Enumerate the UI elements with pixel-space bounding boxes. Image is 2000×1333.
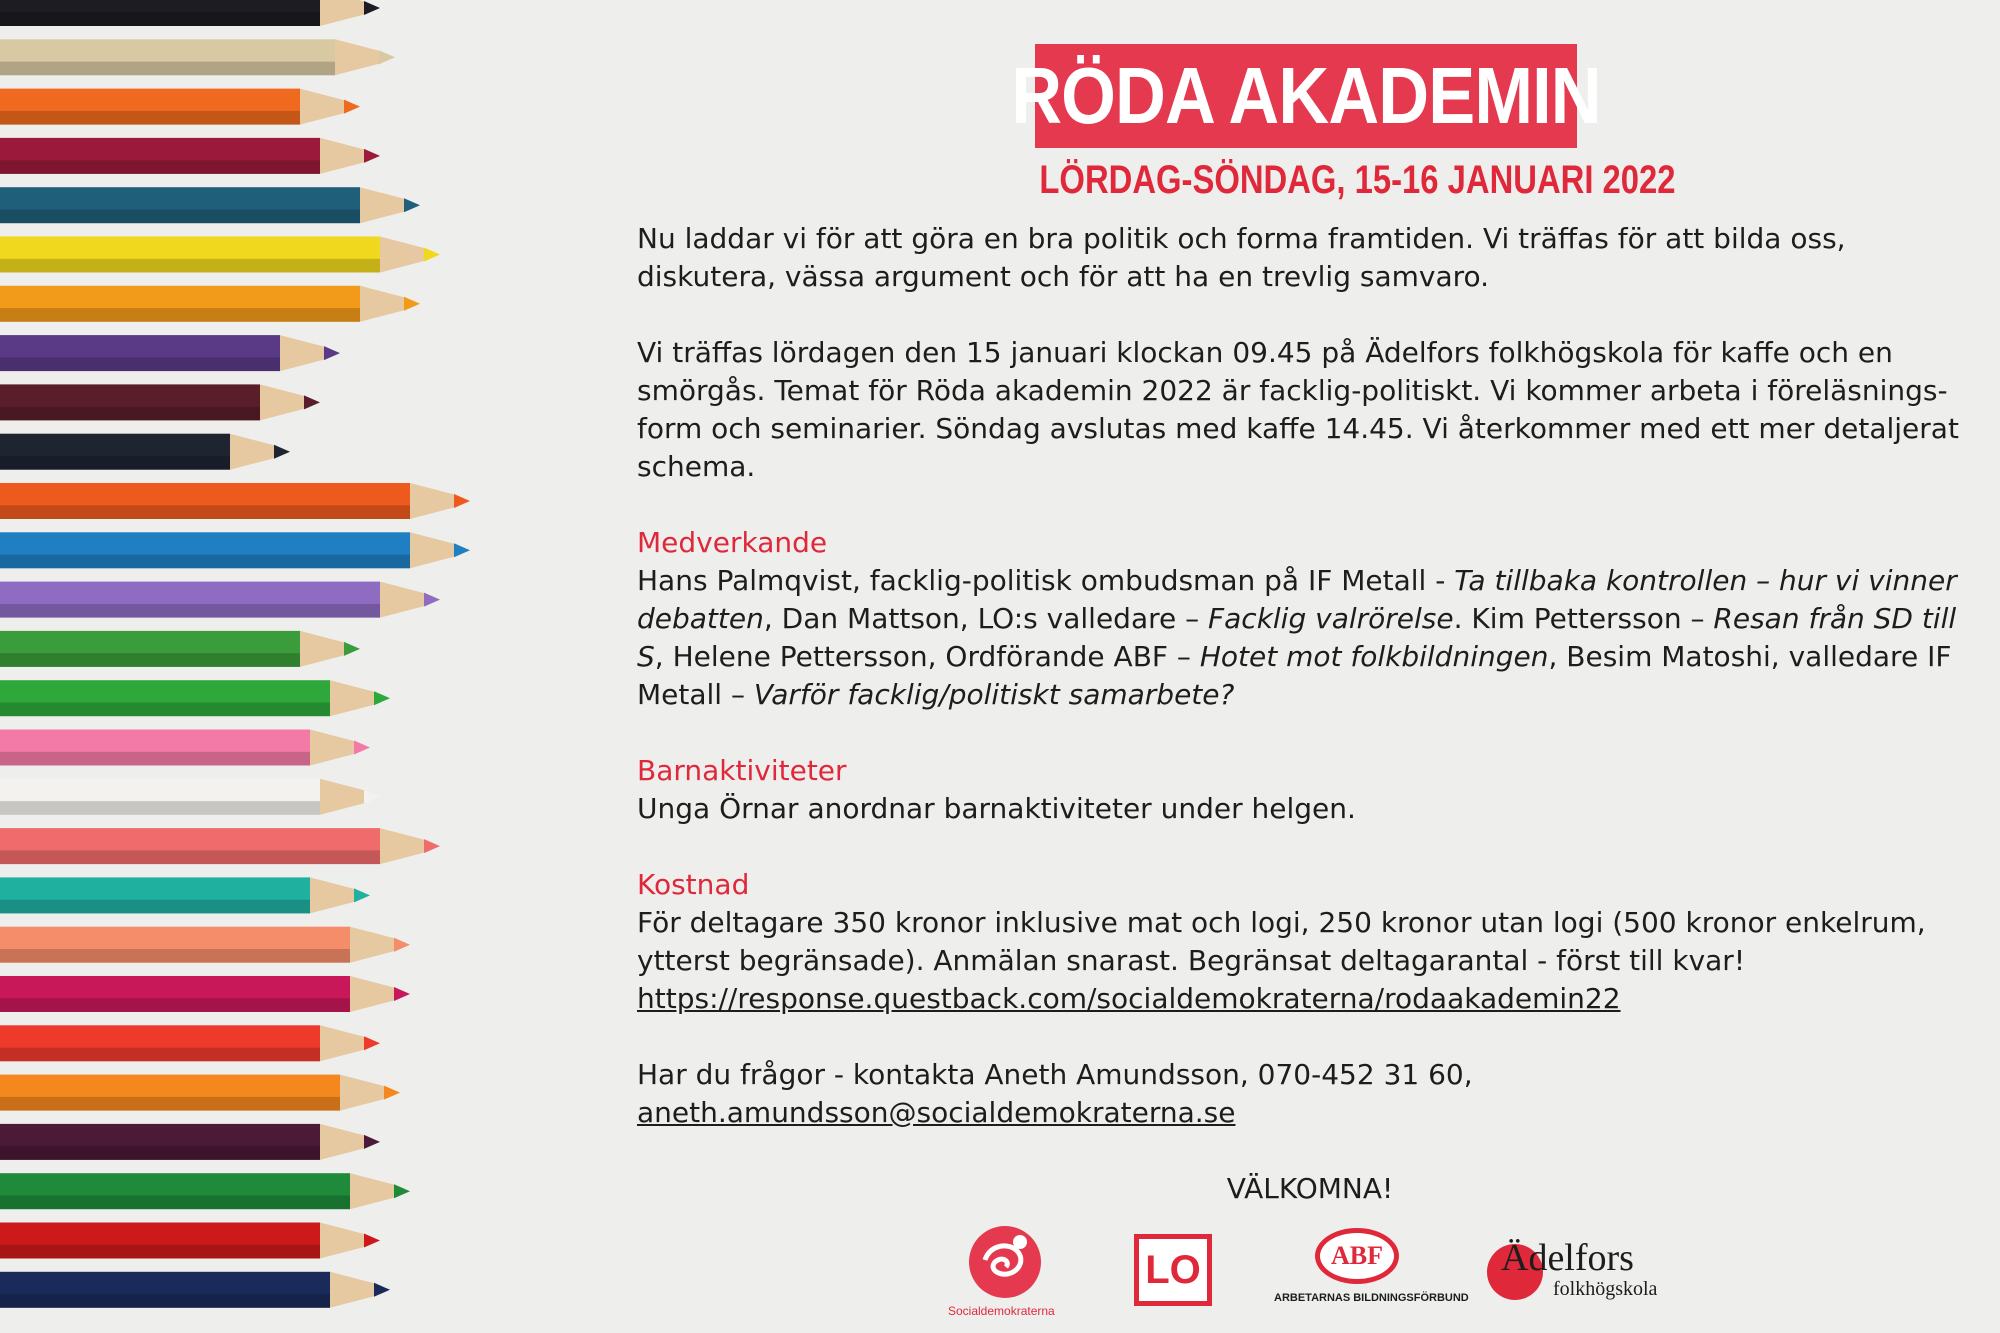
pencil xyxy=(0,730,370,766)
cost-text: För deltagare 350 kronor inklusive mat och logi, 250 kronor utan logi (500 kronor enkelrum, ytterst begränsade). Anmälan snarast. Begränsat deltagarantal - först till kvar! xyxy=(637,906,1926,977)
pencil xyxy=(0,1075,400,1111)
participant-text: Hans Palmqvist, facklig-politisk ombudsman på IF Metall - xyxy=(637,564,1455,597)
participants-section xyxy=(637,524,1977,714)
pencil xyxy=(0,1272,390,1308)
contact-text: Har du frågor - kontakta Aneth Amundsson, 070-452 31 60, xyxy=(637,1058,1473,1091)
pencil xyxy=(0,0,380,26)
adelfors-logo xyxy=(1485,1230,1675,1310)
pencil xyxy=(0,286,420,322)
pencil xyxy=(0,187,420,223)
abf-label: ARBETARNAS BILDNINGSFÖRBUND xyxy=(1274,1292,1469,1304)
socialdemokraterna-label: Socialdemokraterna xyxy=(948,1304,1055,1318)
pencil xyxy=(0,779,380,815)
contact-email-link[interactable]: aneth.amundsson@socialdemokraterna.se xyxy=(637,1096,1236,1129)
adelfors-name: Ädelfors xyxy=(1501,1237,1634,1279)
cost-heading: Kostnad xyxy=(637,868,750,901)
intro-paragraph: Nu laddar vi för att göra en bra politik och forma framtiden. Vi träffas för att bilda oss, diskutera, vässa argument och för att ha en trevlig samvaro. xyxy=(637,222,1846,293)
page-title: RÖDA AKADEMIN xyxy=(1011,51,1601,140)
welcome-text: VÄLKOMNA! xyxy=(1226,1172,1394,1205)
talk-title: Hotet mot folkbildningen xyxy=(1199,640,1549,673)
contact-section xyxy=(637,1056,1977,1132)
lo-logo xyxy=(1134,1234,1212,1306)
participant-text: , Helene Pettersson, Ordförande ABF – xyxy=(654,640,1200,673)
participant-text: , Besim Matoshi, valledare IF Metall – xyxy=(637,640,1952,711)
rose-icon xyxy=(940,1222,1070,1302)
pencil xyxy=(0,631,360,667)
pencil xyxy=(0,384,320,420)
pencil xyxy=(0,434,290,470)
program-paragraph: Vi träffas lördagen den 15 januari klockan 09.45 på Ädelfors folkhögskola för kaffe och en smörgås. Temat för Röda akademin 2022 är facklig-politiskt. Vi kommer arbeta i föreläsnings-form och seminarier. Söndag avslutas med kaffe 14.45. Vi återkommer med ett mer detaljerat schema. xyxy=(637,336,1959,483)
talk-title: Facklig valrörelse xyxy=(1208,602,1454,635)
pencil xyxy=(0,1173,410,1209)
pencil xyxy=(0,1025,380,1061)
pencil xyxy=(0,138,380,174)
talk-title: Varför facklig/politiskt samarbete? xyxy=(753,678,1235,711)
abf-oval xyxy=(1315,1228,1399,1284)
pencil xyxy=(0,532,470,568)
cost-section xyxy=(637,866,1977,1018)
pencil xyxy=(0,237,440,273)
participants-heading: Medverkande xyxy=(637,526,828,559)
talk-title: Resan från SD till S xyxy=(637,602,1957,673)
pencil xyxy=(0,927,410,963)
abf-logo-text: ABF xyxy=(1331,1241,1383,1270)
pencil xyxy=(0,483,470,519)
colored-pencils-photo xyxy=(0,0,600,1333)
pencil xyxy=(0,828,440,864)
pencil xyxy=(0,877,370,913)
pencil xyxy=(0,1223,380,1259)
adelfors-subtitle: folkhögskola xyxy=(1553,1278,1658,1300)
participant-text: , Dan Mattson, LO:s valledare – xyxy=(763,602,1209,635)
registration-link[interactable]: https://response.questback.com/socialdemokraterna/rodaakademin22 xyxy=(637,982,1621,1015)
pencil xyxy=(0,89,360,125)
socialdemokraterna-logo xyxy=(940,1222,1070,1322)
lo-logo-text: LO xyxy=(1145,1247,1201,1292)
pencil xyxy=(0,39,395,75)
pencil xyxy=(0,1124,380,1160)
pencil xyxy=(0,976,410,1012)
abf-logo xyxy=(1270,1228,1469,1308)
event-date: LÖRDAG-SÖNDAG, 15-16 JANUARI 2022 xyxy=(1039,158,1676,202)
children-text: Unga Örnar anordnar barnaktiviteter under helgen. xyxy=(637,792,1356,825)
pencil xyxy=(0,582,440,618)
children-heading: Barnaktiviteter xyxy=(637,754,847,787)
participant-text: . Kim Pettersson – xyxy=(1453,602,1714,635)
pencil xyxy=(0,680,390,716)
event-description xyxy=(637,220,1977,1170)
pencil xyxy=(0,335,340,371)
children-section xyxy=(637,752,1977,828)
talk-title: Ta tillbaka kontrollen – hur vi vinner debatten xyxy=(637,564,1957,635)
title-banner xyxy=(1011,44,1601,148)
